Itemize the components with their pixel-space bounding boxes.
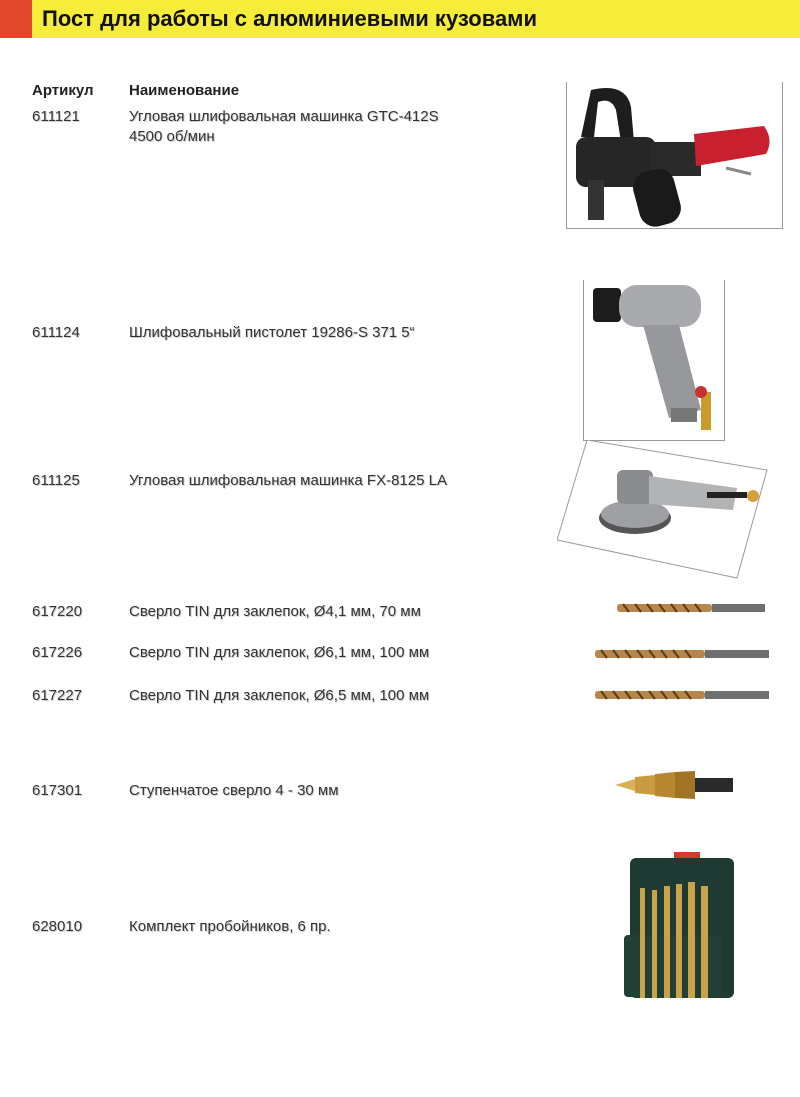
column-header-code: Артикул [32,82,94,99]
column-header-name: Наименование [129,82,240,99]
row-name: Угловая шлифовальная машинка GTC-412S [129,108,439,125]
drill-bit-image [595,689,771,701]
step-drill-image [615,770,735,800]
row-name: Сверло TIN для заклепок, Ø6,1 мм, 100 мм [129,644,430,661]
row-code: 617301 [32,782,83,799]
page-title: Пост для работы с алюминиевыми кузовами [42,6,537,31]
row-code: 617227 [32,687,83,704]
row-code: 611125 [32,472,80,489]
row-code: 617220 [32,603,83,620]
row-name: Шлифовальный пистолет 19286-S 371 5“ [129,324,415,341]
pneumatic-grinder-pistol-image [583,280,724,442]
row-name-line2: 4500 об/мин [129,128,215,145]
row-name: Комплект пробойников, 6 пр. [129,918,331,935]
row-name: Угловая шлифовальная машинка FX-8125 LA [129,472,447,489]
row-code: 611124 [32,324,80,341]
drill-bit-image [617,602,767,614]
angle-grinder-gtc-412s-image [566,82,782,230]
row-name: Ступенчатое сверло 4 - 30 мм [129,782,339,799]
row-name: Сверло TIN для заклепок, Ø4,1 мм, 70 мм [129,603,421,620]
row-code: 611121 [32,108,80,125]
row-code: 617226 [32,644,83,661]
drill-bit-image [595,648,771,660]
row-name: Сверло TIN для заклепок, Ø6,5 мм, 100 мм [129,687,430,704]
angle-grinder-fx-8125-image [557,440,769,580]
punch-set-image [612,850,742,1005]
row-code: 628010 [32,918,83,935]
banner-accent [0,0,32,38]
